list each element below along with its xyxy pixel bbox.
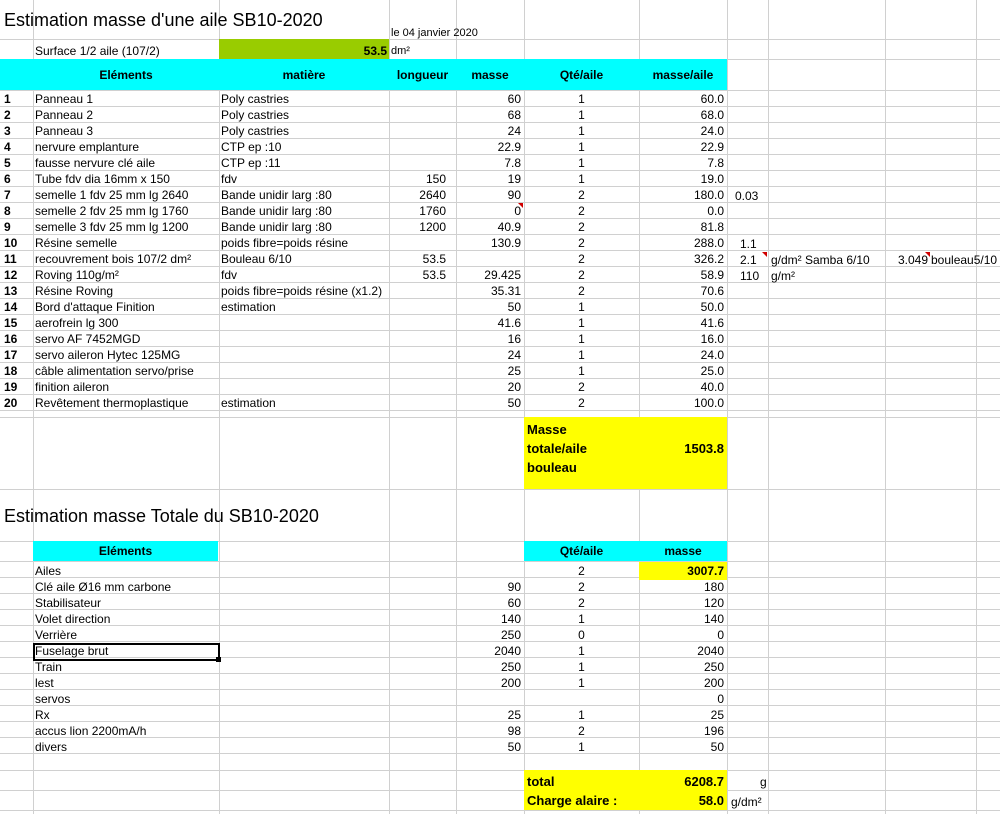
- mass-per-wing[interactable]: 60.0: [700, 92, 724, 106]
- surface-value[interactable]: 53.5: [363, 44, 387, 58]
- total-label[interactable]: total: [527, 774, 555, 789]
- row-number[interactable]: 16: [4, 332, 18, 346]
- quantity[interactable]: [524, 691, 639, 707]
- row-number[interactable]: 4: [4, 140, 11, 154]
- mass[interactable]: 0: [514, 204, 521, 218]
- grid-row-line: [0, 790, 1000, 791]
- material[interactable]: Bande unidir larg :80: [221, 204, 332, 218]
- row-number[interactable]: 11: [4, 252, 17, 266]
- header-masse[interactable]: masse: [471, 68, 509, 82]
- note-r11-a[interactable]: 2.1: [740, 253, 757, 267]
- comment-marker[interactable]: [925, 252, 930, 257]
- mass[interactable]: 24: [507, 348, 521, 362]
- note-r11-d[interactable]: bouleau5/10: [931, 253, 998, 267]
- mass[interactable]: [456, 563, 521, 579]
- length[interactable]: 2640: [419, 188, 446, 202]
- sheet-title: Estimation masse d'une aile SB10-2020: [4, 10, 323, 30]
- quantity[interactable]: 1: [578, 92, 585, 106]
- mass-per-wing[interactable]: 70.6: [700, 284, 724, 298]
- quantity[interactable]: 1: [578, 124, 585, 138]
- mass-per-wing[interactable]: 288.0: [693, 236, 724, 250]
- material[interactable]: Poly castries: [221, 92, 290, 106]
- note-r7[interactable]: 0.03: [735, 189, 759, 203]
- quantity[interactable]: 2: [578, 396, 585, 410]
- mass-per-wing[interactable]: 41.6: [700, 316, 724, 330]
- material[interactable]: CTP ep :11: [221, 156, 281, 170]
- quantity[interactable]: 2: [578, 564, 585, 578]
- row-number[interactable]: 3: [4, 124, 11, 138]
- row-number[interactable]: 9: [4, 220, 11, 234]
- row-number[interactable]: 1: [4, 92, 11, 106]
- material[interactable]: poids fibre=poids résine (x1.2): [221, 284, 383, 298]
- mass-per-wing[interactable]: 68.0: [700, 108, 724, 122]
- length[interactable]: 1200: [419, 220, 446, 234]
- length[interactable]: [389, 155, 446, 171]
- length[interactable]: [389, 315, 446, 331]
- comment-marker[interactable]: [762, 252, 767, 257]
- material[interactable]: [221, 331, 387, 347]
- row-number[interactable]: 19: [4, 380, 18, 394]
- length[interactable]: [389, 363, 446, 379]
- length[interactable]: [389, 139, 446, 155]
- mass[interactable]: [456, 691, 521, 707]
- element-name[interactable]: Bord d'attaque Finition: [35, 300, 155, 314]
- mass[interactable]: 35.31: [490, 284, 521, 298]
- row-number[interactable]: 7: [4, 188, 11, 202]
- total-aile-line1[interactable]: Masse: [527, 422, 567, 437]
- material[interactable]: Poly castries: [221, 124, 290, 138]
- quantity[interactable]: 1: [578, 172, 585, 186]
- material[interactable]: Bande unidir larg :80: [221, 188, 332, 202]
- mass[interactable]: 140: [500, 612, 521, 626]
- row-number[interactable]: 12: [4, 268, 18, 282]
- grid-row-line: [0, 770, 1000, 771]
- mass-per-wing[interactable]: 24.0: [700, 124, 724, 138]
- element-name[interactable]: servos: [35, 692, 71, 706]
- note-r12-b[interactable]: g/m²: [771, 269, 795, 283]
- comment-marker[interactable]: [518, 203, 523, 208]
- element-name[interactable]: Fuselage brut: [35, 644, 109, 658]
- length[interactable]: [389, 395, 446, 411]
- quantity[interactable]: 1: [578, 660, 585, 674]
- quantity[interactable]: 1: [578, 364, 585, 378]
- mass[interactable]: 16: [507, 332, 521, 346]
- quantity[interactable]: 2: [578, 580, 585, 594]
- element-name[interactable]: recouvrement bois 107/2 dm²: [35, 252, 192, 266]
- mass-per-wing[interactable]: 326.2: [693, 252, 724, 266]
- row-number[interactable]: 18: [4, 364, 18, 378]
- quantity[interactable]: 2: [578, 236, 585, 250]
- row-number[interactable]: 14: [4, 300, 18, 314]
- header-elements[interactable]: Eléments: [99, 68, 153, 82]
- header-qty[interactable]: Qté/aile: [559, 68, 604, 82]
- header2-qty[interactable]: Qté/aile: [559, 544, 604, 558]
- quantity[interactable]: 1: [578, 108, 585, 122]
- length[interactable]: 53.5: [422, 268, 446, 282]
- note-r11-c[interactable]: 3.049: [897, 253, 928, 267]
- mass-per-wing[interactable]: 24.0: [700, 348, 724, 362]
- mass-per-wing[interactable]: 81.8: [700, 220, 724, 234]
- mass-per-wing[interactable]: 100.0: [693, 396, 724, 410]
- element-name[interactable]: Verrière: [35, 628, 78, 642]
- material[interactable]: Poly castries: [221, 108, 290, 122]
- total-mass[interactable]: 200: [703, 676, 724, 690]
- fill-handle[interactable]: [216, 657, 221, 662]
- grid-row-line: [0, 561, 1000, 562]
- mass[interactable]: 130.9: [490, 236, 521, 250]
- total-mass[interactable]: 3007.7: [687, 564, 724, 578]
- total-mass[interactable]: 140: [703, 612, 724, 626]
- element-name[interactable]: semelle 1 fdv 25 mm lg 2640: [35, 188, 189, 202]
- quantity[interactable]: 1: [578, 140, 585, 154]
- quantity[interactable]: 1: [578, 740, 585, 754]
- element-name[interactable]: lest: [35, 676, 54, 690]
- material[interactable]: fdv: [221, 268, 238, 282]
- quantity[interactable]: 1: [578, 708, 585, 722]
- note-r11-b[interactable]: g/dm² Samba 6/10: [771, 253, 870, 267]
- active-cell-selection[interactable]: [33, 643, 220, 661]
- header-longueur[interactable]: longueur: [396, 68, 449, 82]
- material[interactable]: [221, 363, 387, 379]
- length[interactable]: 1760: [419, 204, 446, 218]
- element-name[interactable]: Tube fdv dia 16mm x 150: [35, 172, 170, 186]
- header-matiere[interactable]: matière: [282, 68, 326, 82]
- mass[interactable]: 60: [507, 596, 521, 610]
- quantity[interactable]: 2: [578, 188, 585, 202]
- grid-row-line: [0, 417, 1000, 418]
- mass-per-wing[interactable]: 50.0: [700, 300, 724, 314]
- mass-per-wing[interactable]: 25.0: [700, 364, 724, 378]
- material[interactable]: fdv: [221, 172, 238, 186]
- note-r10[interactable]: 1.1: [740, 237, 757, 251]
- total-aile-value[interactable]: 1503.8: [684, 441, 724, 456]
- material[interactable]: [221, 315, 387, 331]
- mass[interactable]: [456, 251, 521, 267]
- mass-per-wing[interactable]: 16.0: [700, 332, 724, 346]
- mass-per-wing[interactable]: 19.0: [700, 172, 724, 186]
- total-mass[interactable]: 120: [703, 596, 724, 610]
- mass-per-wing[interactable]: 40.0: [700, 380, 724, 394]
- total-mass[interactable]: 0: [717, 692, 724, 706]
- element-name[interactable]: servo AF 7452MGD: [35, 332, 141, 346]
- mass[interactable]: 90: [507, 188, 521, 202]
- quantity[interactable]: 2: [578, 596, 585, 610]
- mass[interactable]: 25: [507, 708, 521, 722]
- mass[interactable]: 250: [500, 660, 521, 674]
- length[interactable]: [389, 331, 446, 347]
- mass[interactable]: 200: [500, 676, 521, 690]
- note-r12-a[interactable]: 110: [740, 269, 760, 283]
- mass[interactable]: 19: [507, 172, 521, 186]
- quantity[interactable]: 1: [578, 156, 585, 170]
- row-number[interactable]: 2: [4, 108, 11, 122]
- length[interactable]: [389, 107, 446, 123]
- quantity[interactable]: 1: [578, 644, 585, 658]
- element-name[interactable]: câble alimentation servo/prise: [35, 364, 194, 378]
- total-mass[interactable]: 2040: [697, 644, 724, 658]
- quantity[interactable]: 2: [578, 380, 585, 394]
- element-name[interactable]: aerofrein lg 300: [35, 316, 119, 330]
- element-name[interactable]: Panneau 2: [35, 108, 94, 122]
- grid-row-line: [0, 489, 1000, 490]
- mass-per-wing[interactable]: 7.8: [707, 156, 724, 170]
- row-number[interactable]: 20: [4, 396, 18, 410]
- mass[interactable]: 20: [507, 380, 521, 394]
- header2-masse[interactable]: masse: [664, 544, 702, 558]
- material[interactable]: Bande unidir larg :80: [221, 220, 332, 234]
- material[interactable]: [221, 347, 387, 363]
- mass[interactable]: 90: [507, 580, 521, 594]
- total-mass[interactable]: 180: [703, 580, 724, 594]
- mass[interactable]: 60: [507, 92, 521, 106]
- quantity[interactable]: 2: [578, 204, 585, 218]
- element-name[interactable]: Résine semelle: [35, 236, 118, 250]
- element-name[interactable]: Rx: [35, 708, 50, 722]
- mass[interactable]: 50: [507, 740, 521, 754]
- quantity[interactable]: 1: [578, 332, 585, 346]
- mass-per-wing[interactable]: 180.0: [693, 188, 724, 202]
- mass[interactable]: 2040: [494, 644, 521, 658]
- material[interactable]: CTP ep :10: [221, 140, 282, 154]
- mass[interactable]: 40.9: [497, 220, 521, 234]
- mass[interactable]: 50: [507, 396, 521, 410]
- total-aile-line3[interactable]: bouleau: [527, 460, 577, 475]
- grid-row-line: [0, 810, 1000, 811]
- header-masse-aile[interactable]: masse/aile: [652, 68, 714, 82]
- element-name[interactable]: divers: [35, 740, 68, 754]
- surface-label[interactable]: Surface 1/2 aile (107/2): [35, 44, 160, 58]
- charge-value[interactable]: 58.0: [698, 793, 724, 808]
- row-number[interactable]: 6: [4, 172, 11, 186]
- row-number[interactable]: 10: [4, 236, 18, 250]
- element-name[interactable]: semelle 2 fdv 25 mm lg 1760: [35, 204, 189, 218]
- quantity[interactable]: 1: [578, 348, 585, 362]
- grid-row-line: [0, 39, 1000, 40]
- mass[interactable]: 68: [507, 108, 521, 122]
- total-mass[interactable]: 196: [703, 724, 724, 738]
- mass-per-wing[interactable]: 0.0: [707, 204, 724, 218]
- mass[interactable]: 250: [500, 628, 521, 642]
- element-name[interactable]: Train: [35, 660, 62, 674]
- charge-label[interactable]: Charge alaire :: [527, 793, 618, 808]
- quantity[interactable]: 1: [578, 316, 585, 330]
- material[interactable]: Bouleau 6/10: [221, 252, 292, 266]
- quantity[interactable]: 1: [578, 612, 585, 626]
- element-name[interactable]: Roving 110g/m²: [35, 268, 119, 282]
- total-mass[interactable]: 25: [710, 708, 724, 722]
- quantity[interactable]: 2: [578, 220, 585, 234]
- material[interactable]: estimation: [221, 396, 276, 410]
- material[interactable]: [221, 379, 387, 395]
- quantity[interactable]: 0: [578, 628, 585, 642]
- row-number[interactable]: 17: [4, 348, 18, 362]
- mass[interactable]: 25: [507, 364, 521, 378]
- quantity[interactable]: 2: [578, 284, 585, 298]
- mass[interactable]: 29.425: [484, 268, 521, 282]
- quantity[interactable]: 2: [578, 724, 585, 738]
- element-name[interactable]: Revêtement thermoplastique: [35, 396, 189, 410]
- element-name[interactable]: Panneau 3: [35, 124, 94, 138]
- row-number[interactable]: 15: [4, 316, 18, 330]
- length[interactable]: [389, 91, 446, 107]
- length[interactable]: 53.5: [422, 252, 446, 266]
- element-name[interactable]: servo aileron Hytec 125MG: [35, 348, 181, 362]
- element-name[interactable]: fausse nervure clé aile: [35, 156, 156, 170]
- quantity[interactable]: 1: [578, 300, 585, 314]
- header2-elements[interactable]: Eléments: [98, 544, 153, 558]
- date-cell[interactable]: le 04 janvier 2020: [391, 27, 478, 39]
- element-name[interactable]: Volet direction: [35, 612, 111, 626]
- mass-per-wing[interactable]: 22.9: [700, 140, 724, 154]
- total-aile-line2[interactable]: totale/aile: [527, 441, 587, 456]
- element-name[interactable]: Panneau 1: [35, 92, 94, 106]
- quantity[interactable]: 2: [578, 268, 585, 282]
- length[interactable]: [389, 123, 446, 139]
- element-name[interactable]: Stabilisateur: [35, 596, 102, 610]
- element-name[interactable]: accus lion 2200mA/h: [35, 724, 147, 738]
- element-name[interactable]: Résine Roving: [35, 284, 114, 298]
- quantity[interactable]: 1: [578, 676, 585, 690]
- mass[interactable]: 7.8: [504, 156, 521, 170]
- quantity[interactable]: 2: [578, 252, 585, 266]
- mass[interactable]: 22.9: [497, 140, 521, 154]
- surface-unit[interactable]: dm²: [391, 45, 410, 57]
- total-unit[interactable]: g: [760, 775, 767, 789]
- element-name[interactable]: Clé aile Ø16 mm carbone: [35, 580, 172, 594]
- element-name[interactable]: semelle 3 fdv 25 mm lg 1200: [35, 220, 189, 234]
- mass[interactable]: 50: [507, 300, 521, 314]
- total-value[interactable]: 6208.7: [684, 774, 724, 789]
- mass[interactable]: 98: [507, 724, 521, 738]
- section2-title: Estimation masse Totale du SB10-2020: [4, 506, 319, 526]
- length[interactable]: [389, 235, 446, 251]
- row-number[interactable]: 13: [4, 284, 18, 298]
- total-mass[interactable]: 50: [710, 740, 724, 754]
- material[interactable]: poids fibre=poids résine: [221, 236, 349, 250]
- material[interactable]: estimation: [221, 300, 276, 314]
- total-mass[interactable]: 250: [703, 660, 724, 674]
- element-name[interactable]: nervure emplanture: [35, 140, 140, 154]
- length[interactable]: [389, 347, 446, 363]
- mass-per-wing[interactable]: 58.9: [700, 268, 724, 282]
- length[interactable]: [389, 299, 446, 315]
- element-name[interactable]: Ailes: [35, 564, 62, 578]
- element-name[interactable]: finition aileron: [35, 380, 110, 394]
- mass[interactable]: 41.6: [497, 316, 521, 330]
- row-number[interactable]: 5: [4, 156, 11, 170]
- length[interactable]: 150: [425, 172, 446, 186]
- row-number[interactable]: 8: [4, 204, 11, 218]
- length[interactable]: [389, 283, 446, 299]
- length[interactable]: [389, 379, 446, 395]
- mass[interactable]: 24: [507, 124, 521, 138]
- total-mass[interactable]: 0: [717, 628, 724, 642]
- charge-unit[interactable]: g/dm²: [731, 795, 762, 809]
